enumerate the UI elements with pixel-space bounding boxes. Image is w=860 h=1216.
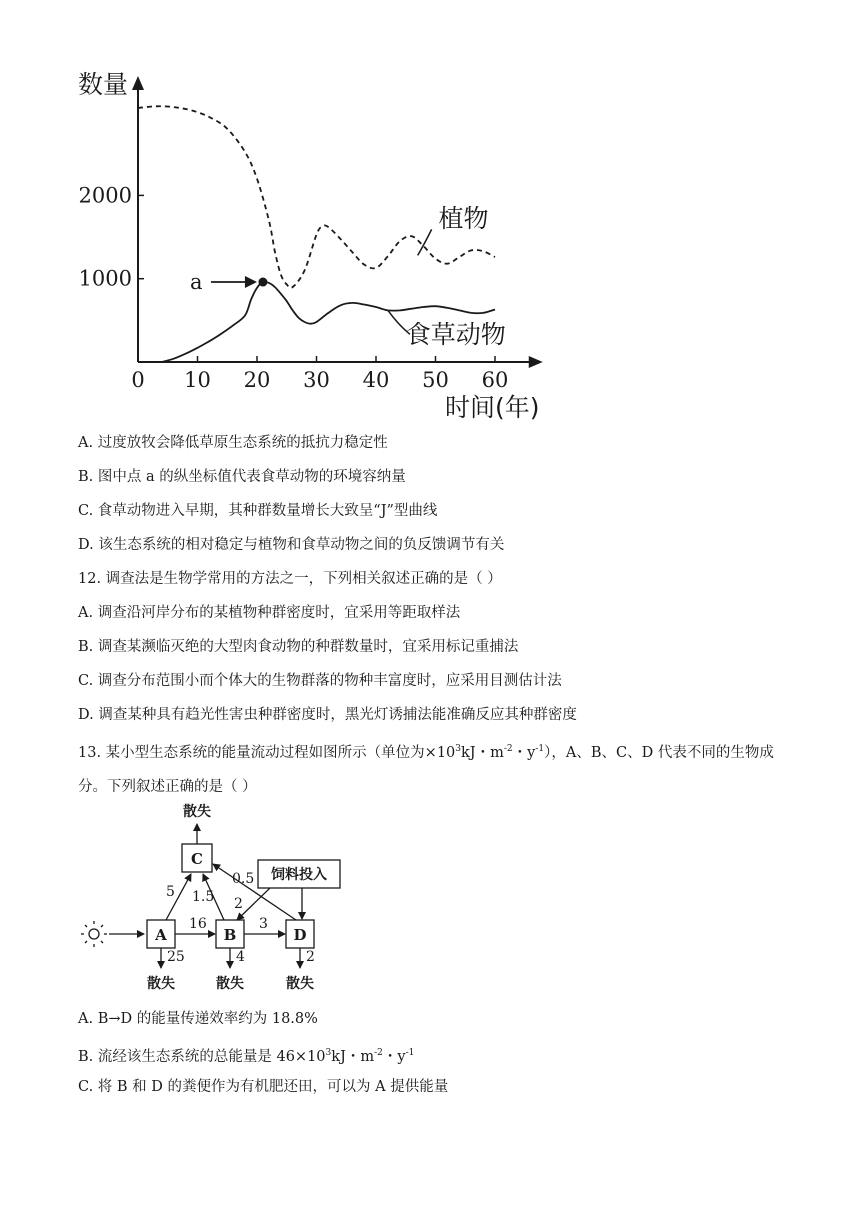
point-a-label: a [189,270,203,295]
b-to-d-value: 3 [259,916,268,932]
q13-option-c: C. 将 B 和 D 的粪便作为有机肥还田，可以为 A 提供能量 [78,1079,449,1095]
chart-ylabel: 数量 [78,70,129,99]
q11-option-d: D. 该生态系统的相对稳定与植物和食草动物之间的负反馈调节有关 [78,537,505,553]
q11-option-a: A. 过度放牧会降低草原生态系统的抵抗力稳定性 [78,435,388,451]
x-tick-label: 20 [243,368,271,392]
d-to-c-value: 0.5 [232,871,255,887]
chart-xlabel: 时间(年) [445,393,540,422]
point-a-arrowhead [245,276,257,288]
box-d-label: D [293,926,307,944]
q11-option-c: C. 食草动物进入早期，其种群数量增长大致呈“J”型曲线 [78,503,438,519]
x-tick-label: 60 [481,368,509,392]
box-b-label: B [223,926,237,944]
q12-option-b: B. 调查某濒临灭绝的大型肉食动物的种群数量时，宜采用标记重捕法 [78,639,519,655]
y-axis-arrow [132,76,144,90]
chart-svg [60,60,560,430]
plant-series-line [138,106,495,288]
b-loss-value: 4 [236,949,245,965]
feed-box-label: 饲料投入 [271,867,327,883]
x-axis-arrow [529,356,543,368]
a-loss-value: 25 [167,949,185,965]
q13-stem: 13. 某小型生态系统的能量流动过程如图所示（单位为$\times 10^3kJ$・$m^{-2}$・$y^{-1}$），A、B、C、D 代表不同的生物成分。下列叙述正确的是（ ） [78,744,774,795]
energy-flow-svg [74,798,364,998]
chart-plot-area [79,76,543,392]
c-loss-label: 散失 [183,804,211,820]
y-tick-label: 1000 [78,266,132,291]
x-tick-label: 0 [131,368,145,392]
x-tick-label: 30 [303,368,330,392]
y-tick-label: 2000 [78,183,132,208]
x-tick-label: 40 [362,368,390,392]
sun-icon [81,921,107,947]
q12-option-c: C. 调查分布范围小而个体大的生物群落的物种丰富度时，应采用目测估计法 [78,673,562,689]
energy-flow-diagram [74,798,364,998]
b-to-c-value: 1.5 [192,889,215,905]
x-tick-label: 50 [422,368,449,392]
a-to-b-value: 16 [189,916,207,932]
box-c-label: C [191,850,203,868]
q11-option-b: B. 图中点 a 的纵坐标值代表食草动物的环境容纳量 [78,469,406,485]
a-loss-label: 散失 [147,976,175,992]
q12-option-a: A. 调查沿河岸分布的某植物种群密度时，宜采用等距取样法 [78,605,461,621]
q12-stem: 12. 调查法是生物学常用的方法之一，下列相关叙述正确的是（ ） [78,571,502,587]
box-a-label: A [155,926,167,944]
b-loss-label: 散失 [216,976,244,992]
q12-option-d: D. 调查某种具有趋光性害虫种群密度时，黑光灯诱捕法能准确反应其种群密度 [78,707,577,723]
x-tick-label: 10 [184,368,211,392]
feed-to-b-value: 2 [234,896,243,912]
plant-series-label: 植物 [438,204,489,234]
point-a-marker [258,278,267,287]
q13-option-a: A. B→D 的能量传递效率约为 18.8% [78,1011,318,1027]
q13-option-b: B. 流经该生态系统的总能量是 $46\times 10^3kJ$・$m^{-2}$・$y^{-1}$ [78,1048,415,1065]
d-loss-value: 2 [306,949,315,965]
population-chart [60,60,560,430]
a-to-c-value: 5 [166,884,175,900]
d-loss-label: 散失 [286,976,314,992]
herbivore-series-label: 食草动物 [405,319,506,349]
